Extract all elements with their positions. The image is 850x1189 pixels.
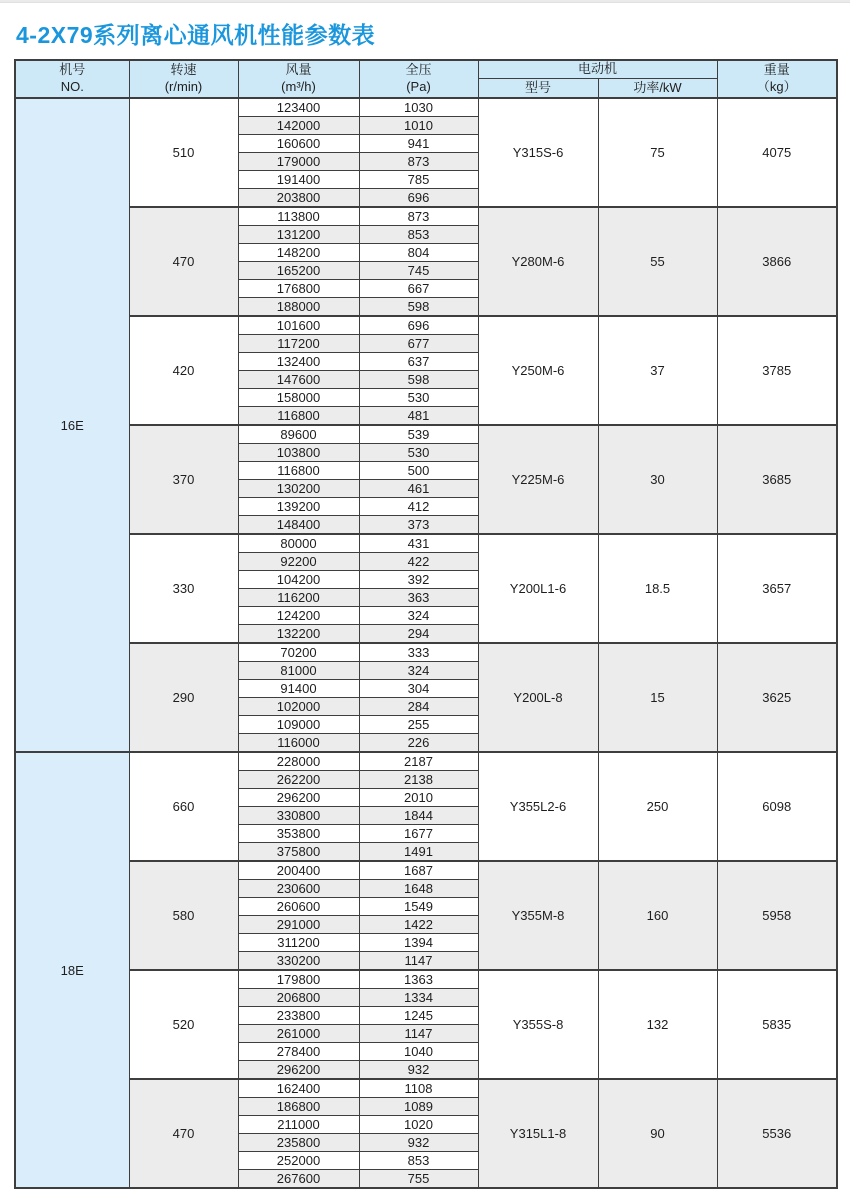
pressure-cell: 324 bbox=[359, 607, 478, 625]
pressure-cell: 324 bbox=[359, 662, 478, 680]
pressure-cell: 363 bbox=[359, 589, 478, 607]
pressure-cell: 696 bbox=[359, 316, 478, 335]
speed-cell: 580 bbox=[129, 861, 238, 970]
pressure-cell: 873 bbox=[359, 207, 478, 226]
airflow-cell: 109000 bbox=[238, 716, 359, 734]
header-weight bbox=[717, 60, 837, 98]
motor-model-cell: Y200L1-6 bbox=[478, 534, 598, 643]
pressure-cell: 932 bbox=[359, 1061, 478, 1080]
pressure-cell: 1549 bbox=[359, 898, 478, 916]
pressure-cell: 1648 bbox=[359, 880, 478, 898]
pressure-cell: 539 bbox=[359, 425, 478, 444]
motor-model-cell: Y355L2-6 bbox=[478, 752, 598, 861]
header-speed-unit: (r/min) bbox=[164, 79, 203, 95]
table-header bbox=[15, 60, 837, 98]
pressure-cell: 2138 bbox=[359, 771, 478, 789]
header-speed-cn: 转速 bbox=[170, 62, 197, 78]
pressure-cell: 461 bbox=[359, 480, 478, 498]
machine-no-cell: 18E bbox=[15, 752, 129, 1188]
motor-power-cell: 15 bbox=[598, 643, 717, 752]
pressure-cell: 392 bbox=[359, 571, 478, 589]
airflow-cell: 142000 bbox=[238, 117, 359, 135]
pressure-cell: 422 bbox=[359, 553, 478, 571]
pressure-cell: 530 bbox=[359, 444, 478, 462]
airflow-cell: 179800 bbox=[238, 970, 359, 989]
airflow-cell: 160600 bbox=[238, 135, 359, 153]
pressure-cell: 1394 bbox=[359, 934, 478, 952]
airflow-cell: 81000 bbox=[238, 662, 359, 680]
fan-performance-table bbox=[14, 59, 838, 1189]
airflow-cell: 116800 bbox=[238, 462, 359, 480]
weight-cell: 3685 bbox=[717, 425, 837, 534]
speed-cell: 470 bbox=[129, 1079, 238, 1188]
motor-model-cell: Y315S-6 bbox=[478, 98, 598, 207]
table-row bbox=[15, 643, 837, 662]
airflow-cell: 191400 bbox=[238, 171, 359, 189]
header-speed bbox=[129, 60, 238, 98]
airflow-cell: 148400 bbox=[238, 516, 359, 535]
airflow-cell: 116200 bbox=[238, 589, 359, 607]
table-row bbox=[15, 970, 837, 989]
pressure-cell: 745 bbox=[359, 262, 478, 280]
pressure-cell: 1422 bbox=[359, 916, 478, 934]
pressure-cell: 333 bbox=[359, 643, 478, 662]
pressure-cell: 1687 bbox=[359, 861, 478, 880]
airflow-cell: 131200 bbox=[238, 226, 359, 244]
pressure-cell: 530 bbox=[359, 389, 478, 407]
motor-power-cell: 90 bbox=[598, 1079, 717, 1188]
pressure-cell: 785 bbox=[359, 171, 478, 189]
airflow-cell: 80000 bbox=[238, 534, 359, 553]
pressure-cell: 226 bbox=[359, 734, 478, 753]
pressure-cell: 598 bbox=[359, 371, 478, 389]
pressure-cell: 1491 bbox=[359, 843, 478, 862]
airflow-cell: 230600 bbox=[238, 880, 359, 898]
airflow-cell: 124200 bbox=[238, 607, 359, 625]
pressure-cell: 500 bbox=[359, 462, 478, 480]
pressure-cell: 1363 bbox=[359, 970, 478, 989]
header-pressure bbox=[359, 60, 478, 98]
speed-cell: 470 bbox=[129, 207, 238, 316]
airflow-cell: 188000 bbox=[238, 298, 359, 317]
speed-cell: 510 bbox=[129, 98, 238, 207]
pressure-cell: 294 bbox=[359, 625, 478, 644]
weight-cell: 3866 bbox=[717, 207, 837, 316]
airflow-cell: 353800 bbox=[238, 825, 359, 843]
table-row bbox=[15, 316, 837, 335]
airflow-cell: 211000 bbox=[238, 1116, 359, 1134]
airflow-cell: 116800 bbox=[238, 407, 359, 426]
pressure-cell: 284 bbox=[359, 698, 478, 716]
motor-model-cell: Y315L1-8 bbox=[478, 1079, 598, 1188]
pressure-cell: 1844 bbox=[359, 807, 478, 825]
weight-cell: 5536 bbox=[717, 1079, 837, 1188]
table-row bbox=[15, 425, 837, 444]
weight-cell: 5835 bbox=[717, 970, 837, 1079]
airflow-cell: 186800 bbox=[238, 1098, 359, 1116]
table-row bbox=[15, 1079, 837, 1098]
table-row bbox=[15, 752, 837, 771]
airflow-cell: 179000 bbox=[238, 153, 359, 171]
airflow-cell: 200400 bbox=[238, 861, 359, 880]
header-airflow-unit: (m³/h) bbox=[281, 79, 316, 95]
airflow-cell: 278400 bbox=[238, 1043, 359, 1061]
airflow-cell: 228000 bbox=[238, 752, 359, 771]
airflow-cell: 132200 bbox=[238, 625, 359, 644]
airflow-cell: 176800 bbox=[238, 280, 359, 298]
airflow-cell: 261000 bbox=[238, 1025, 359, 1043]
airflow-cell: 267600 bbox=[238, 1170, 359, 1189]
pressure-cell: 1010 bbox=[359, 117, 478, 135]
pressure-cell: 2010 bbox=[359, 789, 478, 807]
header-motor-power: 功率/kW bbox=[598, 78, 717, 98]
motor-power-cell: 18.5 bbox=[598, 534, 717, 643]
airflow-cell: 330200 bbox=[238, 952, 359, 971]
pressure-cell: 873 bbox=[359, 153, 478, 171]
airflow-cell: 311200 bbox=[238, 934, 359, 952]
airflow-cell: 104200 bbox=[238, 571, 359, 589]
motor-model-cell: Y200L-8 bbox=[478, 643, 598, 752]
speed-cell: 660 bbox=[129, 752, 238, 861]
header-machine-no-en: NO. bbox=[60, 79, 84, 95]
pressure-cell: 1677 bbox=[359, 825, 478, 843]
pressure-cell: 481 bbox=[359, 407, 478, 426]
weight-cell: 3657 bbox=[717, 534, 837, 643]
motor-power-cell: 250 bbox=[598, 752, 717, 861]
pressure-cell: 853 bbox=[359, 226, 478, 244]
airflow-cell: 147600 bbox=[238, 371, 359, 389]
speed-cell: 290 bbox=[129, 643, 238, 752]
airflow-cell: 101600 bbox=[238, 316, 359, 335]
pressure-cell: 1147 bbox=[359, 952, 478, 971]
motor-power-cell: 30 bbox=[598, 425, 717, 534]
airflow-cell: 89600 bbox=[238, 425, 359, 444]
header-weight-cn: 重量 bbox=[763, 62, 790, 78]
airflow-cell: 375800 bbox=[238, 843, 359, 862]
pressure-cell: 853 bbox=[359, 1152, 478, 1170]
pressure-cell: 1020 bbox=[359, 1116, 478, 1134]
weight-cell: 3785 bbox=[717, 316, 837, 425]
pressure-cell: 932 bbox=[359, 1134, 478, 1152]
header-motor: 电动机 bbox=[478, 60, 717, 78]
airflow-cell: 113800 bbox=[238, 207, 359, 226]
weight-cell: 5958 bbox=[717, 861, 837, 970]
header-motor-model: 型号 bbox=[478, 78, 598, 98]
speed-cell: 420 bbox=[129, 316, 238, 425]
header-pressure-unit: (Pa) bbox=[406, 79, 431, 95]
motor-model-cell: Y355S-8 bbox=[478, 970, 598, 1079]
airflow-cell: 206800 bbox=[238, 989, 359, 1007]
weight-cell: 4075 bbox=[717, 98, 837, 207]
pressure-cell: 696 bbox=[359, 189, 478, 208]
motor-power-cell: 75 bbox=[598, 98, 717, 207]
table-row bbox=[15, 534, 837, 553]
page-title: 4-2X79系列离心通风机性能参数表 bbox=[16, 22, 376, 48]
header-machine-no bbox=[15, 60, 129, 98]
pressure-cell: 755 bbox=[359, 1170, 478, 1189]
pressure-cell: 598 bbox=[359, 298, 478, 317]
weight-cell: 3625 bbox=[717, 643, 837, 752]
pressure-cell: 1245 bbox=[359, 1007, 478, 1025]
pressure-cell: 677 bbox=[359, 335, 478, 353]
airflow-cell: 139200 bbox=[238, 498, 359, 516]
motor-power-cell: 132 bbox=[598, 970, 717, 1079]
pressure-cell: 1030 bbox=[359, 98, 478, 117]
airflow-cell: 291000 bbox=[238, 916, 359, 934]
airflow-cell: 165200 bbox=[238, 262, 359, 280]
page-top-strip bbox=[0, 0, 850, 3]
table-row bbox=[15, 98, 837, 117]
airflow-cell: 203800 bbox=[238, 189, 359, 208]
pressure-cell: 431 bbox=[359, 534, 478, 553]
header-airflow-cn: 风量 bbox=[285, 62, 312, 78]
airflow-cell: 233800 bbox=[238, 1007, 359, 1025]
pressure-cell: 373 bbox=[359, 516, 478, 535]
airflow-cell: 92200 bbox=[238, 553, 359, 571]
motor-model-cell: Y280M-6 bbox=[478, 207, 598, 316]
airflow-cell: 70200 bbox=[238, 643, 359, 662]
pressure-cell: 804 bbox=[359, 244, 478, 262]
airflow-cell: 158000 bbox=[238, 389, 359, 407]
pressure-cell: 1334 bbox=[359, 989, 478, 1007]
airflow-cell: 252000 bbox=[238, 1152, 359, 1170]
speed-cell: 330 bbox=[129, 534, 238, 643]
machine-no-cell: 16E bbox=[15, 98, 129, 752]
motor-model-cell: Y250M-6 bbox=[478, 316, 598, 425]
airflow-cell: 130200 bbox=[238, 480, 359, 498]
airflow-cell: 103800 bbox=[238, 444, 359, 462]
speed-cell: 370 bbox=[129, 425, 238, 534]
header-pressure-cn: 全压 bbox=[405, 62, 432, 78]
pressure-cell: 2187 bbox=[359, 752, 478, 771]
airflow-cell: 330800 bbox=[238, 807, 359, 825]
header-weight-unit: （kg） bbox=[756, 79, 797, 95]
pressure-cell: 1089 bbox=[359, 1098, 478, 1116]
table-row bbox=[15, 861, 837, 880]
pressure-cell: 412 bbox=[359, 498, 478, 516]
airflow-cell: 102000 bbox=[238, 698, 359, 716]
pressure-cell: 667 bbox=[359, 280, 478, 298]
airflow-cell: 296200 bbox=[238, 789, 359, 807]
airflow-cell: 162400 bbox=[238, 1079, 359, 1098]
airflow-cell: 132400 bbox=[238, 353, 359, 371]
motor-model-cell: Y355M-8 bbox=[478, 861, 598, 970]
motor-power-cell: 37 bbox=[598, 316, 717, 425]
pressure-cell: 1147 bbox=[359, 1025, 478, 1043]
airflow-cell: 117200 bbox=[238, 335, 359, 353]
airflow-cell: 91400 bbox=[238, 680, 359, 698]
motor-model-cell: Y225M-6 bbox=[478, 425, 598, 534]
weight-cell: 6098 bbox=[717, 752, 837, 861]
airflow-cell: 116000 bbox=[238, 734, 359, 753]
airflow-cell: 123400 bbox=[238, 98, 359, 117]
pressure-cell: 1108 bbox=[359, 1079, 478, 1098]
airflow-cell: 262200 bbox=[238, 771, 359, 789]
airflow-cell: 148200 bbox=[238, 244, 359, 262]
header-airflow bbox=[238, 60, 359, 98]
airflow-cell: 296200 bbox=[238, 1061, 359, 1080]
airflow-cell: 235800 bbox=[238, 1134, 359, 1152]
speed-cell: 520 bbox=[129, 970, 238, 1079]
motor-power-cell: 55 bbox=[598, 207, 717, 316]
pressure-cell: 941 bbox=[359, 135, 478, 153]
pressure-cell: 255 bbox=[359, 716, 478, 734]
header-machine-no-cn: 机号 bbox=[59, 62, 86, 78]
pressure-cell: 304 bbox=[359, 680, 478, 698]
table-body bbox=[15, 98, 837, 1188]
airflow-cell: 260600 bbox=[238, 898, 359, 916]
pressure-cell: 637 bbox=[359, 353, 478, 371]
table-row bbox=[15, 207, 837, 226]
motor-power-cell: 160 bbox=[598, 861, 717, 970]
pressure-cell: 1040 bbox=[359, 1043, 478, 1061]
